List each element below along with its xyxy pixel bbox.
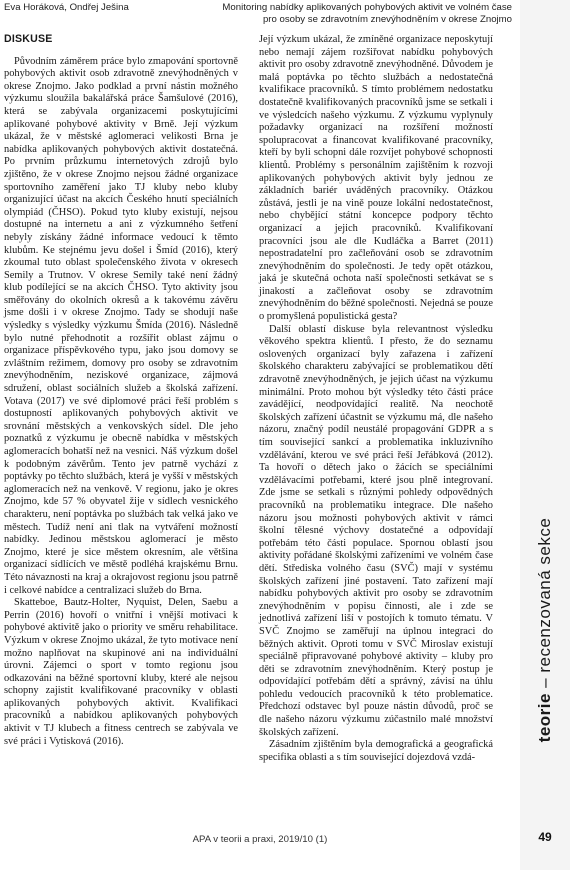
- side-label-bold: teorie: [535, 693, 554, 743]
- left-column: [4, 33, 238, 748]
- section-title: DISKUSE: [4, 33, 53, 45]
- paragraph: Zásadním zjištěním byla demografická a geografická specifika oblasti a s tím související dojezdová vzdá-: [259, 739, 493, 763]
- paragraph: Další oblastí diskuse byla relevantnost výsledku věkového spektra klientů. I přesto, že do seznamu oslovených organizací byly zařazena i zařízení školského charakteru zabývající se problematikou dětí zdravotně znevýhodněných, je jejich účast na výzkumu minimální. Proto mohou být výsledky této části práce zavádějící, neodpovídající realitě. Na neochotě školských zařízení účastnit se výzkumu má, dle našeho názoru, značný podíl neustálé propagování GDPR a s tím související sankcí a problematika inkluzivního vzdělávání, kterou ve své práci řeší Jeřábková (2012). Ta hovoří o dětech jako o žácích se speciálními vzdělávacími potřebami, které jsou plně integrovaní. Zde jsme se setkali s různými pohledy odpovědných pracovníků na problematiku integrace. Dle našeho názoru jsou možnosti pohybových aktivit v rámci školní tělesné výchovy dostatečné a odpovídají potřebám této části populace. Spornou oblastí jsou aktivity pořádané školskými zařízeními ve volném čase dětí. Střediska volného času (SVČ) mají v systému školských zařízení jiné postavení. Tato zařízení mají nabídku pohybových aktivit pro osoby se zdravotním znevýhodněním v popisu činnosti, ale i zde se jednotlivá zařízení liší v postojích k tomuto tématu. V SVČ Znojmo se zaměřují na úplnou integraci do běžných aktivit. Oproti tomu v SVČ Miroslav existují speciálně připravované pohybové aktivity – kluby pro děti se zdravotním znevýhodněním. Který postup je odpovídající potřebám dětí a správný, závisí na úhlu pohledu vedoucích pracovníků k této problematice. Předchozí odstavec byl pouze nástin důvodů, proč se dle našeho názoru výzkumu zúčastnilo malé množství školských zařízení.: [259, 323, 493, 738]
- header-authors: Eva Horáková, Ondřej Ješina: [4, 2, 129, 13]
- right-column: [259, 34, 493, 764]
- paragraph: Její výzkum ukázal, že zmíněné organizace neposkytují nebo nemají zájem rozšiřovat nabídku pohybových aktivit pro osoby zdravotně znevýhodněné. Důvodem je malá poptávka po těchto službách a nedostatečná kvalifikace pracovníků. S tímto problémem nedostatku dostatečně kvalifikovaných pracovníků jsme se setkali i ve výsledcích našeho výzkumu. Z výzkumu vyplynuly požadavky organizací na rozšíření možností spolupracovat a financovat kvalifikované pracovníky, kteří by byli schopni dále rozvíjet pohybové schopnosti klientů. Problémy s personálním zajištěním k rozvoji aplikovaných pohybových aktivit byly jednou ze základních bariér uváděných pracovníky. Otázkou zůstává, jestli je na vině pouze lokální nedostatečnost, nebo chybějící státní koncepce podpory těchto organizací a jejich pracovníků. Kvalifikovaní pracovníci jsou ale dle Kudláčka a Barret (2011) nepostradatelní pro začleňování osob se zdravotním znevýhodněním do společnosti. Je tedy opět otázkou, jaká je skutečná ochota naší společnosti setkávat se s jinakostí a začleňovat osoby se zdravotním znevýhodněním do běžné společnosti. Nejedná se pouze o promyšlená populistická gesta?: [259, 34, 494, 323]
- footer-journal: APA v teorii a praxi, 2019/10 (1): [192, 834, 328, 845]
- section-side-label: [535, 518, 555, 743]
- page-number: 49: [538, 830, 552, 844]
- side-label-text: – recenzovaná sekce: [535, 517, 554, 688]
- paragraph: Skatteboe, Bautz-Holter, Nyquist, Delen, Saebu a Perrin (2016) hovoří o vnitřní i vnější motivaci k pohybové aktivitě jako o priority ve směru rehabilitace. Výzkum v okrese Znojmo ukázal, že tyto motivace není možno naplňovat na skupinové ani na individuální úrovni. Zájemci o sport v tomto regionu jsou odkazováni na běžné sportovní kluby, které ale nejsou schopny zajistit kvalifikované pracovníky v oblasti aplikovaných pohybových aktivit. Kvalifikaci pracovníků a nabídkou aplikovaných pohybových aktivit v TJ klubech a fitness centrech se zabývala ve své práci i Vytisková (2016).: [4, 597, 238, 747]
- running-title-line-2: pro osoby se zdravotním znevýhodněním v okrese Znojmo: [262, 13, 512, 25]
- running-title-line-1: Monitoring nabídky aplikovaných pohybových aktivit ve volném čase: [222, 2, 512, 13]
- header-running-title: [192, 2, 512, 25]
- paragraph: Původním záměrem práce bylo zmapování sportovně pohybových aktivit osob zdravotně znevýhodněných v okrese Znojmo. Jako podklad a první nástin možného výzkumu sloužila bakalářská práce Šamšulové (2016), která se zabývala organizacemi poskytujícími aplikované pohybové aktivity v Brně. Její výzkum ukázal, že v městské aglomeraci velikosti Brna je nabídka aplikovaných pohybových aktivit dostatečná. Po prvním průzkumu internetových zdrojů bylo zjištěno, že v okrese Znojmo nejsou žádné organizace sportovního zaměření jako TJ kluby nebo kluby organizující účast na akcích Českého hnutí speciálních olympiád (ČHSO). Pokud tyto kluby existují, nejsou dostupné na internetu a ani z výzkumného šetření nebyly získány žádné informace vedoucí k těmto klubům. Ke stejnému jevu došel i Šmíd (2016), který zkoumal tuto oblast společenského života v okresech Semily a Trutnov. V okrese Semily také není žádný klub podílející se na akcích ČHSO. Tyto aktivity jsou směřovány do okolních okresů a k takovému závěru jsme došli i v okrese Znojmo. Tady se shodují naše výsledky s výsledky výzkumu Šmída (2016). Následně bylo nutné přehodnotit a rozšířit oblast zájmu o organizace příspěvkového typu, jako jsou domovy se zvláštním režimem, domovy pro osoby se zdravotním znevýhodněním, neziskové organizace, zájmová sdružení, oblast sociálních služeb a školská zařízení. Votava (2017) ve své diplomové práci řeší problém s dostupností aplikovaných pohybových aktivit ve srovnání městských a venkovských sídel. Dle jeho poznatků z výzkumu je obecně nabídka v městských aglomeracích bohatší než na vesnici. Náš výzkum došel k podobným závěrům. Tento jev patrně vychází z poptávky po těchto službách, která je vyšší v městských aglomeracích než na venkově. V regionu, jako je okres Znojmo, kde 57 % obyvatel žije v sídlech vesnického charakteru, není poptávka po službách tak velká jako ve městech. Tudíž není ani tlak na vytváření možností nabídky. Jedinou městskou aglomerací je město Znojmo, které je sice městem okresním, ale většina organizací sídlících ve městě podléhá krajskému Brnu. Této návaznosti na kraj a okrajovost regionu jsou patrně i celkové nabídce a centralizaci služeb do Brna.: [4, 55, 238, 596]
